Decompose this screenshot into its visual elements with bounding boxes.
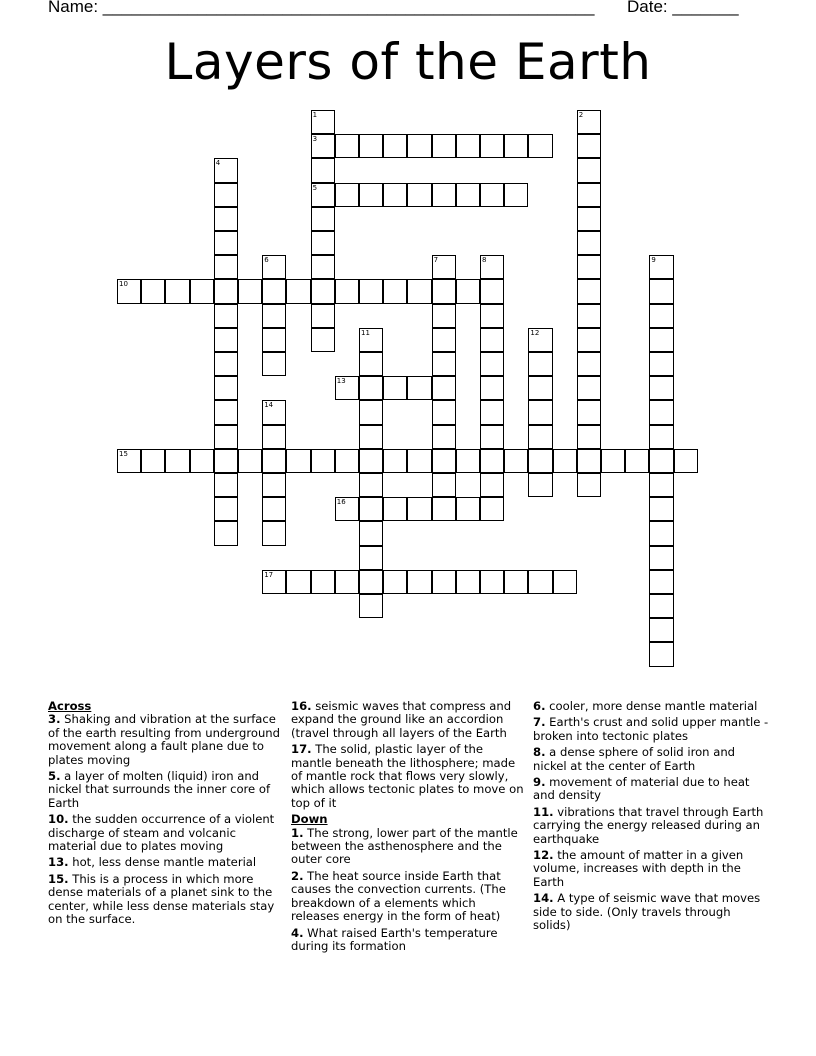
down-clue-8: 8. a dense sphere of solid iron and nickel at the center of Earth bbox=[533, 745, 736, 773]
grid-cell[interactable] bbox=[262, 304, 286, 328]
grid-cell[interactable] bbox=[407, 497, 431, 521]
grid-cell[interactable] bbox=[311, 231, 335, 255]
grid-cell[interactable] bbox=[141, 279, 165, 303]
grid-cell[interactable] bbox=[238, 279, 262, 303]
grid-cell[interactable] bbox=[359, 449, 383, 473]
grid-cell[interactable] bbox=[577, 207, 601, 231]
grid-cell[interactable] bbox=[407, 570, 431, 594]
grid-cell[interactable] bbox=[432, 570, 456, 594]
grid-cell[interactable] bbox=[577, 400, 601, 424]
grid-cell[interactable] bbox=[117, 449, 141, 473]
grid-cell[interactable] bbox=[286, 449, 310, 473]
grid-cell[interactable] bbox=[577, 425, 601, 449]
grid-cell[interactable] bbox=[504, 570, 528, 594]
grid-cell[interactable] bbox=[311, 255, 335, 279]
clue-number: 13 bbox=[336, 377, 346, 386]
down-clue-9: 9. movement of material due to heat and density bbox=[533, 775, 750, 803]
grid-cell[interactable] bbox=[649, 521, 673, 545]
grid-cell[interactable] bbox=[311, 449, 335, 473]
grid-cell[interactable] bbox=[214, 279, 238, 303]
clue-column-2 bbox=[291, 700, 527, 956]
grid-cell[interactable] bbox=[480, 400, 504, 424]
grid-cell[interactable] bbox=[528, 328, 552, 352]
grid-cell[interactable] bbox=[504, 183, 528, 207]
grid-cell[interactable] bbox=[649, 618, 673, 642]
grid-cell[interactable] bbox=[214, 183, 238, 207]
grid-cell[interactable] bbox=[359, 546, 383, 570]
grid-cell[interactable] bbox=[383, 449, 407, 473]
grid-cell[interactable] bbox=[649, 570, 673, 594]
grid-cell[interactable] bbox=[214, 376, 238, 400]
grid-cell[interactable] bbox=[601, 449, 625, 473]
grid-cell[interactable] bbox=[432, 352, 456, 376]
grid-cell[interactable] bbox=[577, 134, 601, 158]
clue-number: 1 bbox=[312, 111, 318, 119]
grid-cell[interactable] bbox=[359, 570, 383, 594]
down-heading: Down bbox=[291, 812, 328, 827]
grid-cell[interactable] bbox=[335, 134, 359, 158]
grid-cell[interactable] bbox=[311, 279, 335, 303]
grid-cell[interactable] bbox=[359, 134, 383, 158]
grid-cell[interactable] bbox=[214, 425, 238, 449]
grid-cell[interactable] bbox=[214, 352, 238, 376]
down-clue-14: 14. A type of seismic wave that moves side to side. (Only travels through solids) bbox=[533, 891, 761, 933]
grid-cell[interactable] bbox=[649, 449, 673, 473]
across-clue-15: 15. This is a process in which more dense materials of a planet sink to the center, while less dense materials stay on the surface. bbox=[48, 871, 275, 927]
clue-number: 14 bbox=[264, 401, 274, 410]
grid-cell[interactable] bbox=[286, 279, 310, 303]
grid-cell[interactable] bbox=[311, 158, 335, 182]
grid-cell[interactable] bbox=[480, 279, 504, 303]
grid-cell[interactable] bbox=[480, 304, 504, 328]
grid-cell[interactable] bbox=[432, 473, 456, 497]
grid-cell[interactable] bbox=[480, 376, 504, 400]
grid-cell[interactable] bbox=[214, 231, 238, 255]
grid-cell[interactable] bbox=[480, 255, 504, 279]
grid-cell[interactable] bbox=[528, 570, 552, 594]
clue-column-1 bbox=[48, 700, 284, 930]
grid-cell[interactable] bbox=[335, 570, 359, 594]
clue-number: 15 bbox=[119, 449, 128, 458]
grid-cell[interactable] bbox=[577, 183, 601, 207]
grid-cell[interactable] bbox=[262, 425, 286, 449]
grid-cell[interactable] bbox=[649, 279, 673, 303]
grid-cell[interactable] bbox=[456, 570, 480, 594]
across-clue-3: 3. Shaking and vibration at the surface of the earth resulting from underground movement along a fault plane due to plates moving bbox=[48, 712, 281, 767]
grid-cell[interactable] bbox=[456, 279, 480, 303]
grid-cell[interactable] bbox=[528, 449, 552, 473]
grid-cell[interactable] bbox=[214, 328, 238, 352]
grid-cell[interactable] bbox=[407, 134, 431, 158]
grid-cell[interactable] bbox=[504, 449, 528, 473]
grid-cell[interactable] bbox=[262, 279, 286, 303]
grid-cell[interactable] bbox=[311, 134, 335, 158]
grid-cell[interactable] bbox=[311, 207, 335, 231]
grid-cell[interactable] bbox=[383, 497, 407, 521]
grid-cell[interactable] bbox=[649, 376, 673, 400]
clue-number: 9 bbox=[651, 256, 656, 265]
across-clue-17: 17. The solid, plastic layer of the mantle beneath the lithosphere; made of mantle rock that flows very slowly, which allows tectonic plates to move on top of it bbox=[291, 742, 524, 810]
grid-cell[interactable] bbox=[407, 449, 431, 473]
grid-cell[interactable] bbox=[432, 279, 456, 303]
grid-cell[interactable] bbox=[214, 521, 238, 545]
grid-cell[interactable] bbox=[359, 497, 383, 521]
grid-cell[interactable] bbox=[456, 134, 480, 158]
grid-cell[interactable] bbox=[649, 425, 673, 449]
grid-cell[interactable] bbox=[480, 425, 504, 449]
grid-cell[interactable] bbox=[432, 376, 456, 400]
clue-number: 5 bbox=[312, 183, 318, 192]
grid-cell[interactable] bbox=[649, 497, 673, 521]
grid-cell[interactable] bbox=[359, 352, 383, 376]
grid-cell[interactable] bbox=[311, 570, 335, 594]
grid-cell[interactable] bbox=[649, 328, 673, 352]
clue-number: 3 bbox=[312, 135, 318, 144]
grid-cell[interactable] bbox=[262, 328, 286, 352]
grid-cell[interactable] bbox=[480, 352, 504, 376]
grid-cell[interactable] bbox=[432, 183, 456, 207]
grid-cell[interactable] bbox=[383, 183, 407, 207]
grid-cell[interactable] bbox=[577, 158, 601, 182]
grid-cell[interactable] bbox=[238, 449, 262, 473]
grid-cell[interactable] bbox=[528, 400, 552, 424]
grid-cell[interactable] bbox=[577, 231, 601, 255]
grid-cell[interactable] bbox=[383, 134, 407, 158]
grid-cell[interactable] bbox=[214, 497, 238, 521]
grid-cell[interactable] bbox=[262, 521, 286, 545]
grid-cell[interactable] bbox=[359, 594, 383, 618]
clue-number: 16 bbox=[336, 498, 346, 507]
grid-cell[interactable] bbox=[311, 110, 335, 134]
grid-cell[interactable] bbox=[383, 570, 407, 594]
grid-cell[interactable] bbox=[383, 279, 407, 303]
grid-cell[interactable] bbox=[649, 473, 673, 497]
grid-cell[interactable] bbox=[577, 110, 601, 134]
clue-number: 11 bbox=[361, 328, 370, 337]
grid-cell[interactable] bbox=[262, 255, 286, 279]
grid-cell[interactable] bbox=[480, 473, 504, 497]
grid-cell[interactable] bbox=[335, 279, 359, 303]
grid-cell[interactable] bbox=[649, 594, 673, 618]
name-field-label: Name: ____________________________________________________ bbox=[48, 0, 595, 16]
grid-cell[interactable] bbox=[432, 304, 456, 328]
grid-cell[interactable] bbox=[432, 400, 456, 424]
grid-cell[interactable] bbox=[141, 449, 165, 473]
grid-cell[interactable] bbox=[359, 328, 383, 352]
grid-cell[interactable] bbox=[649, 546, 673, 570]
grid-cell[interactable] bbox=[432, 255, 456, 279]
grid-cell[interactable] bbox=[456, 183, 480, 207]
grid-cell[interactable] bbox=[456, 497, 480, 521]
grid-cell[interactable] bbox=[407, 279, 431, 303]
grid-cell[interactable] bbox=[359, 521, 383, 545]
grid-cell[interactable] bbox=[456, 449, 480, 473]
grid-cell[interactable] bbox=[190, 449, 214, 473]
grid-cell[interactable] bbox=[383, 376, 407, 400]
grid-cell[interactable] bbox=[577, 328, 601, 352]
grid-cell[interactable] bbox=[528, 352, 552, 376]
grid-cell[interactable] bbox=[359, 400, 383, 424]
down-clue-4: 4. What raised Earth's temperature during its formation bbox=[291, 925, 498, 953]
grid-cell[interactable] bbox=[117, 279, 141, 303]
grid-cell[interactable] bbox=[165, 449, 189, 473]
down-clue-12: 12. the amount of matter in a given volume, increases with depth in the Earth bbox=[533, 848, 744, 889]
grid-cell[interactable] bbox=[649, 255, 673, 279]
grid-cell[interactable] bbox=[335, 183, 359, 207]
grid-cell[interactable] bbox=[359, 183, 383, 207]
grid-cell[interactable] bbox=[480, 328, 504, 352]
grid-cell[interactable] bbox=[311, 328, 335, 352]
grid-cell[interactable] bbox=[432, 497, 456, 521]
grid-cell[interactable] bbox=[335, 497, 359, 521]
grid-cell[interactable] bbox=[649, 400, 673, 424]
grid-cell[interactable] bbox=[649, 304, 673, 328]
across-clue-16: 16. seismic waves that compress and expand the ground like an accordion (travel through all layers of the Earth bbox=[291, 699, 512, 740]
clue-number: 12 bbox=[530, 328, 540, 337]
down-clue-6: 6. cooler, more dense mantle material bbox=[533, 699, 758, 713]
grid-cell[interactable] bbox=[262, 400, 286, 424]
grid-cell[interactable] bbox=[577, 279, 601, 303]
clue-number: 2 bbox=[578, 111, 584, 119]
grid-cell[interactable] bbox=[262, 570, 286, 594]
clue-number: 4 bbox=[215, 159, 221, 168]
grid-cell[interactable] bbox=[553, 449, 577, 473]
across-clue-5: 5. a layer of molten (liquid) iron and nickel that surrounds the inner core of Earth bbox=[48, 769, 271, 810]
grid-cell[interactable] bbox=[480, 570, 504, 594]
grid-cell[interactable] bbox=[577, 304, 601, 328]
grid-cell[interactable] bbox=[214, 449, 238, 473]
grid-cell[interactable] bbox=[528, 473, 552, 497]
grid-cell[interactable] bbox=[480, 497, 504, 521]
clue-number: 10 bbox=[119, 280, 128, 289]
grid-cell[interactable] bbox=[432, 134, 456, 158]
clue-number: 17 bbox=[264, 570, 274, 579]
grid-cell[interactable] bbox=[190, 279, 214, 303]
grid-cell[interactable] bbox=[528, 134, 552, 158]
grid-cell[interactable] bbox=[165, 279, 189, 303]
down-clue-11: 11. vibrations that travel through Earth carrying the energy released during an earthquake bbox=[533, 804, 764, 846]
grid-cell[interactable] bbox=[577, 449, 601, 473]
grid-cell[interactable] bbox=[214, 304, 238, 328]
grid-cell[interactable] bbox=[359, 473, 383, 497]
grid-cell[interactable] bbox=[214, 473, 238, 497]
across-clue-13: 13. hot, less dense mantle material bbox=[48, 855, 257, 870]
date-field-label: Date: _______ bbox=[627, 0, 739, 16]
grid-cell[interactable] bbox=[577, 473, 601, 497]
grid-cell[interactable] bbox=[528, 425, 552, 449]
grid-cell[interactable] bbox=[262, 497, 286, 521]
grid-cell[interactable] bbox=[262, 473, 286, 497]
grid-cell[interactable] bbox=[432, 449, 456, 473]
grid-cell[interactable] bbox=[432, 425, 456, 449]
clue-number: 6 bbox=[264, 256, 269, 265]
across-heading: Across bbox=[48, 699, 92, 713]
grid-cell[interactable] bbox=[311, 183, 335, 207]
clue-number: 7 bbox=[433, 256, 439, 265]
across-clue-10: 10. the sudden occurrence of a violent discharge of steam and volcanic material due to plates moving bbox=[48, 812, 275, 854]
grid-cell[interactable] bbox=[359, 425, 383, 449]
grid-cell[interactable] bbox=[262, 352, 286, 376]
grid-cell[interactable] bbox=[649, 642, 673, 666]
grid-cell[interactable] bbox=[504, 134, 528, 158]
grid-cell[interactable] bbox=[553, 570, 577, 594]
grid-cell[interactable] bbox=[674, 449, 698, 473]
grid-cell[interactable] bbox=[432, 328, 456, 352]
grid-cell[interactable] bbox=[262, 449, 286, 473]
grid-cell[interactable] bbox=[480, 449, 504, 473]
grid-cell[interactable] bbox=[214, 158, 238, 182]
grid-cell[interactable] bbox=[577, 376, 601, 400]
page-title: Layers of the Earth bbox=[164, 33, 652, 91]
grid-cell[interactable] bbox=[359, 376, 383, 400]
grid-cell[interactable] bbox=[528, 376, 552, 400]
grid-cell[interactable] bbox=[311, 304, 335, 328]
grid-cell[interactable] bbox=[286, 570, 310, 594]
grid-cell[interactable] bbox=[480, 183, 504, 207]
grid-cell[interactable] bbox=[335, 449, 359, 473]
down-clue-1: 1. The strong, lower part of the mantle between the asthenosphere and the outer core bbox=[291, 825, 518, 867]
grid-cell[interactable] bbox=[214, 400, 238, 424]
grid-cell[interactable] bbox=[577, 255, 601, 279]
grid-cell[interactable] bbox=[335, 376, 359, 400]
grid-cell[interactable] bbox=[214, 255, 238, 279]
clue-column-3 bbox=[533, 700, 769, 936]
grid-cell[interactable] bbox=[407, 376, 431, 400]
grid-cell[interactable] bbox=[407, 183, 431, 207]
grid-cell[interactable] bbox=[577, 352, 601, 376]
down-clue-2: 2. The heat source inside Earth that causes the convection currents. (The breakdown of a elements which releases energy in the form of heat) bbox=[291, 868, 506, 924]
grid-cell[interactable] bbox=[649, 352, 673, 376]
grid-cell[interactable] bbox=[625, 449, 649, 473]
down-clue-7: 7. Earth's crust and solid upper mantle -broken into tectonic plates bbox=[533, 715, 769, 743]
grid-cell[interactable] bbox=[359, 279, 383, 303]
clue-number: 8 bbox=[482, 256, 487, 265]
grid-cell[interactable] bbox=[480, 134, 504, 158]
grid-cell[interactable] bbox=[214, 207, 238, 231]
